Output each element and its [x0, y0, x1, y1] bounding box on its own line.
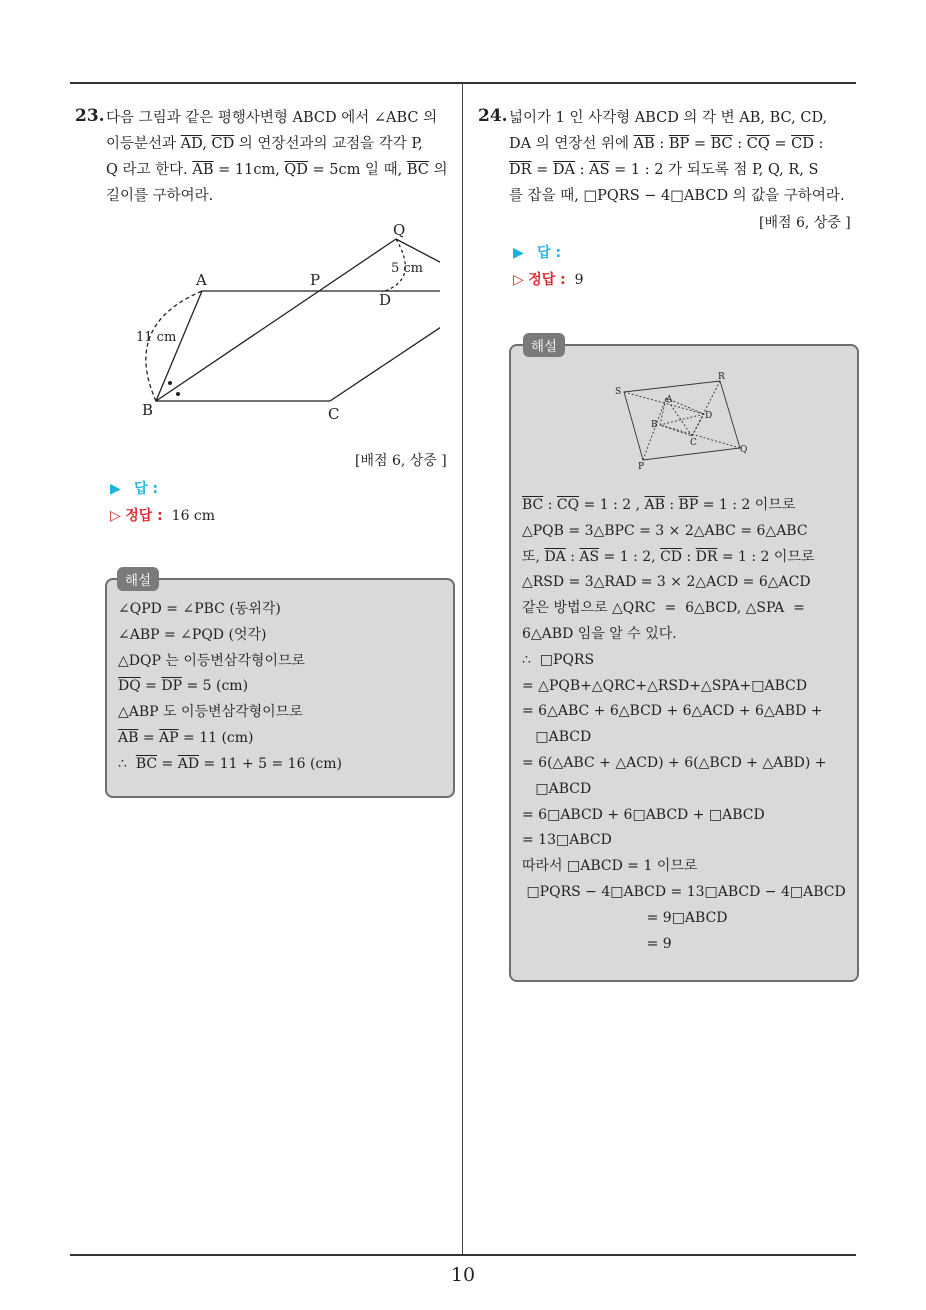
q24-line2: DA 의 연장선 위에 $\overline{AB}$ : $\overline{BP} = \overline{BC}$ : $\overline{CQ} = \overline{CD}$ : [509, 136, 824, 152]
q23-line3: Q 라고 한다. $\overline{AB} = 11cm$, $\overline{QD} = 5cm$ 일 때, $\overline{BC}$ 의 [106, 162, 448, 178]
exp-line: = △PQB+△QRC+△RSD+△SPA+□ABCD [522, 677, 808, 694]
exp-line: 6△ABD 임을 알 수 있다. [522, 625, 677, 642]
exp-line: 같은 방법으로 △QRC = 6△BCD, △SPA = [522, 600, 805, 617]
q24-quadrilateral-figure [610, 368, 760, 473]
exp-line: □ABCD [522, 729, 592, 746]
exp-line: △DQP 는 이등변삼각형이므로 [118, 652, 306, 669]
exp-line: 따라서 □ABCD = 1 이므로 [522, 858, 698, 875]
label-q: Q [740, 445, 748, 455]
exp-line: △PQB = 3△BPC = 3 × 2△ABC = 6△ABC [522, 522, 808, 539]
label-ab-length: 11 cm [136, 330, 177, 345]
q23-correct-row: ▷ 정답 : 16 cm [110, 508, 216, 524]
label-b: B [142, 401, 154, 419]
q23-score: [배점 6, 상중 ] [355, 453, 447, 469]
label-p: P [310, 271, 321, 289]
label-c: C [328, 405, 340, 423]
q24-line4: 를 잡을 때, □PQRS − 4□ABCD 의 값을 구하여라. [509, 188, 845, 204]
q24-explanation-tag: 해설 [523, 333, 565, 357]
q24-score: [배점 6, 상중 ] [759, 215, 851, 231]
angle-mark-dot [168, 381, 172, 385]
exp-line: ∴ $\overline{BC} = \overline{AD} = 11 + 5 = 16$ (cm) [118, 755, 342, 772]
parallelogram-abcd [156, 291, 440, 401]
outline-triangle-icon: ▷ [110, 508, 121, 524]
exp-line: △RSD = 3△RAD = 3 × 2△ACD = 6△ACD [522, 574, 811, 591]
label-d: D [379, 291, 392, 309]
construct-line [692, 381, 720, 436]
label-a: A [666, 395, 673, 405]
exp-line: $\overline{BC}$ : $\overline{CQ} = 1$ : 2 , $\overline{AB}$ : $\overline{BP} = 1$ : 2 이므로 [522, 497, 796, 513]
exp-line: □ABCD [522, 780, 592, 797]
exp-line: = 9□ABCD [522, 909, 728, 926]
play-triangle-icon: ▶ [110, 481, 121, 497]
top-rule [70, 82, 856, 84]
q23-parallelogram-figure [120, 215, 440, 430]
label-q: Q [393, 221, 406, 239]
label-d: D [705, 411, 713, 421]
label-r: R [718, 372, 725, 382]
label-b: B [651, 420, 658, 430]
q24-number: 24. [478, 106, 508, 126]
construct-line [660, 425, 740, 448]
diagonal-bd [660, 414, 704, 425]
exp-line: $\overline{DQ} = \overline{DP} = 5$ (cm) [118, 678, 249, 695]
label-p: P [638, 462, 645, 472]
q23-line1: 다음 그림과 같은 평행사변형 ABCD 에서 ∠ABC 의 [106, 110, 438, 126]
q23-line2: 이등분선과 $\overline{AD}$, $\overline{CD}$ 의 연장선과의 교점을 각각 P, [106, 136, 423, 152]
q23-number: 23. [75, 106, 105, 126]
ab-arc [146, 291, 202, 401]
exp-line: △ABP 도 이등변삼각형이므로 [118, 704, 303, 721]
play-triangle-icon: ▶ [513, 245, 524, 261]
quadrilateral-pqrs [624, 381, 740, 460]
q23-line4: 길이를 구하여라. [106, 188, 214, 204]
exp-line: ∴ □PQRS [522, 651, 595, 668]
exp-line: = 6□ABCD + 6□ABCD + □ABCD [522, 806, 765, 823]
angle-bisector-line [156, 239, 396, 401]
exp-line: ∠ABP = ∠PQD (엇각) [118, 626, 267, 643]
label-a: A [196, 271, 207, 289]
label-s: S [615, 387, 622, 397]
q24-line3: $\overline{DR} = \overline{DA}$ : $\overline{AS} = 1$ : 2 가 되도록 점 P, Q, R, S [509, 162, 819, 178]
label-qd-length: 5 cm [391, 261, 424, 276]
q23-explanation-tag: 해설 [117, 567, 159, 591]
bottom-rule [70, 1254, 856, 1256]
q24-answer-row: ▶ 답 : [513, 245, 562, 261]
outline-triangle-icon: ▷ [513, 272, 524, 288]
exp-line: = 6(△ABC + △ACD) + 6(△BCD + △ABD) + [522, 754, 827, 771]
q24-correct-row: ▷ 정답 : 9 [513, 272, 584, 288]
exp-line: $\overline{AB} = \overline{AP} = 11$ (cm) [118, 729, 254, 746]
exp-line: 또, $\overline{DA}$ : $\overline{AS} = 1$ : 2, $\overline{CD}$ : $\overline{DR} = 1$ : 2 이므로 [522, 548, 815, 565]
angle-mark-dot [176, 392, 180, 396]
exp-line: = 9 [522, 935, 672, 952]
label-c: C [690, 438, 697, 448]
exp-line: □PQRS − 4□ABCD = 13□ABCD − 4□ABCD [522, 883, 846, 900]
exp-line: ∠QPD = ∠PBC (동위각) [118, 601, 281, 617]
q24-explanation-lines [522, 493, 846, 957]
q24-line1: 넓이가 1 인 사각형 ABCD 의 각 변 AB, BC, CD, [509, 110, 828, 126]
page-number: 10 [450, 1264, 476, 1286]
exp-line: = 6△ABC + 6△BCD + 6△ACD + 6△ABD + [522, 703, 823, 720]
column-divider [462, 83, 463, 1255]
exp-line: = 13□ABCD [522, 832, 612, 849]
q23-text [106, 105, 456, 209]
q23-answer-row: ▶ 답 : [110, 481, 159, 497]
q23-explanation-lines [118, 597, 342, 778]
q24-text [509, 105, 859, 209]
